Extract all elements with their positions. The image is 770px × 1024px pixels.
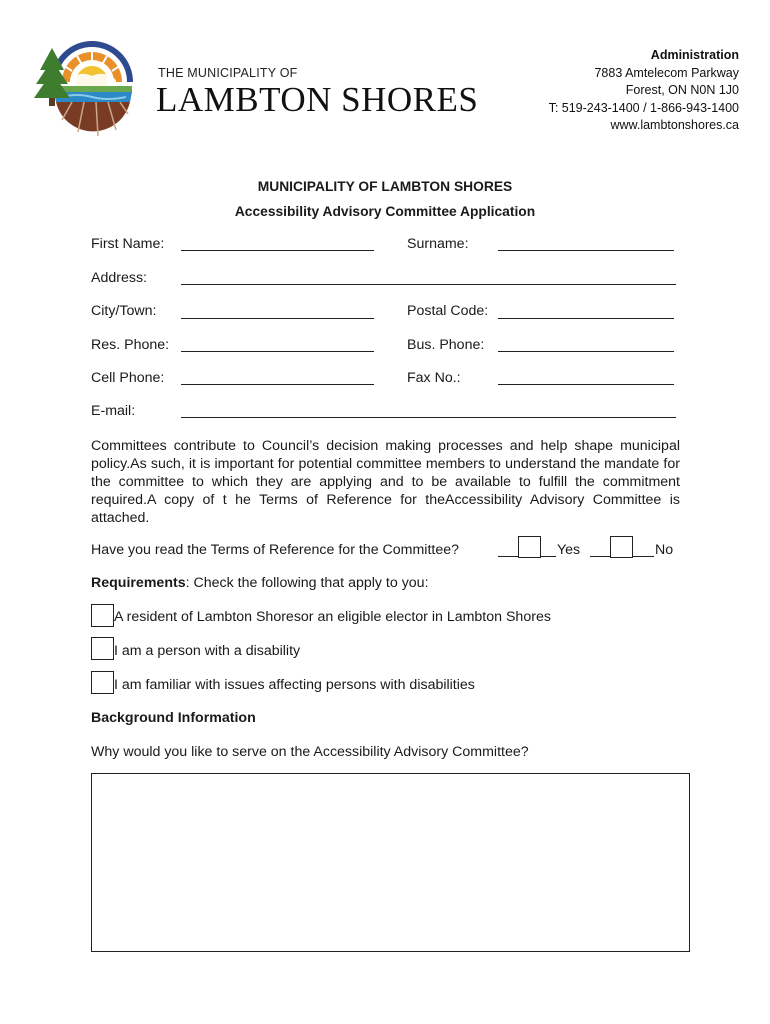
background-heading: Background Information bbox=[91, 710, 256, 726]
first-name-field[interactable] bbox=[181, 250, 374, 251]
form-title: MUNICIPALITY OF LAMBTON SHORES bbox=[257, 179, 513, 194]
postal-code-field[interactable] bbox=[498, 318, 674, 319]
familiar-checkbox[interactable] bbox=[91, 671, 114, 694]
email-label: E-mail: bbox=[91, 403, 136, 419]
bus-phone-field[interactable] bbox=[498, 351, 674, 352]
yes-underline-right bbox=[540, 556, 556, 557]
resident-checkbox[interactable] bbox=[91, 604, 114, 627]
address-label: Address: bbox=[91, 270, 147, 286]
yes-checkbox[interactable] bbox=[518, 536, 541, 558]
disability-checkbox[interactable] bbox=[91, 637, 114, 660]
requirements-heading: Requirements bbox=[91, 575, 186, 591]
no-underline-left bbox=[590, 556, 610, 557]
city-town-label: City/Town: bbox=[91, 303, 157, 319]
address-field[interactable] bbox=[181, 284, 676, 285]
intro-paragraph: Committees contribute to Council’s decision making processes and help shape municipal policy.As such, it is important for potential committee members to understand the mandate for the committee to which they are applying and to be available to fulfill the commitment required.A copy of t he Terms of Reference for theAccessibility Advisory Committee is attached. bbox=[91, 438, 680, 526]
email-field[interactable] bbox=[181, 417, 676, 418]
municipality-name: LAMBTON SHORES bbox=[156, 80, 479, 119]
requirements-line bbox=[91, 575, 429, 591]
surname-field[interactable] bbox=[498, 250, 674, 251]
no-underline-right bbox=[632, 556, 654, 557]
municipality-logo bbox=[32, 40, 144, 140]
terms-question: Have you read the Terms of Reference for the Committee? bbox=[91, 542, 460, 558]
form-subtitle: Accessibility Advisory Committee Application bbox=[234, 204, 536, 219]
admin-city: Forest, ON N0N 1J0 bbox=[625, 83, 739, 98]
admin-address-block bbox=[549, 47, 739, 135]
requirement-familiar: I am familiar with issues affecting persons with disabilities bbox=[114, 677, 475, 693]
requirements-instruction: : Check the following that apply to you: bbox=[185, 575, 429, 591]
fax-label: Fax No.: bbox=[407, 370, 461, 386]
no-checkbox[interactable] bbox=[610, 536, 633, 558]
surname-label: Surname: bbox=[407, 236, 469, 252]
res-phone-field[interactable] bbox=[181, 351, 374, 352]
admin-phone: T: 519-243-1400 / 1-866-943-1400 bbox=[548, 100, 739, 115]
res-phone-label: Res. Phone: bbox=[91, 337, 170, 353]
city-town-field[interactable] bbox=[181, 318, 374, 319]
yes-underline-left bbox=[498, 556, 518, 557]
background-answer-box[interactable] bbox=[91, 773, 690, 952]
requirement-disability: I am a person with a disability bbox=[114, 643, 301, 659]
bus-phone-label: Bus. Phone: bbox=[407, 337, 485, 353]
requirement-resident: A resident of Lambton Shoresor an eligible elector in Lambton Shores bbox=[114, 609, 551, 625]
municipality-prefix: THE MUNICIPALITY OF bbox=[158, 66, 298, 80]
cell-phone-label: Cell Phone: bbox=[91, 370, 165, 386]
no-label: No bbox=[655, 542, 674, 558]
yes-label: Yes bbox=[557, 542, 581, 558]
cell-phone-field[interactable] bbox=[181, 384, 374, 385]
admin-website[interactable]: www.lambtonshores.ca bbox=[610, 118, 739, 133]
first-name-label: First Name: bbox=[91, 236, 165, 252]
background-question: Why would you like to serve on the Accessibility Advisory Committee? bbox=[91, 744, 529, 760]
fax-field[interactable] bbox=[498, 384, 674, 385]
admin-heading: Administration bbox=[650, 48, 739, 62]
admin-street: 7883 Amtelecom Parkway bbox=[594, 65, 739, 80]
postal-code-label: Postal Code: bbox=[407, 303, 489, 319]
